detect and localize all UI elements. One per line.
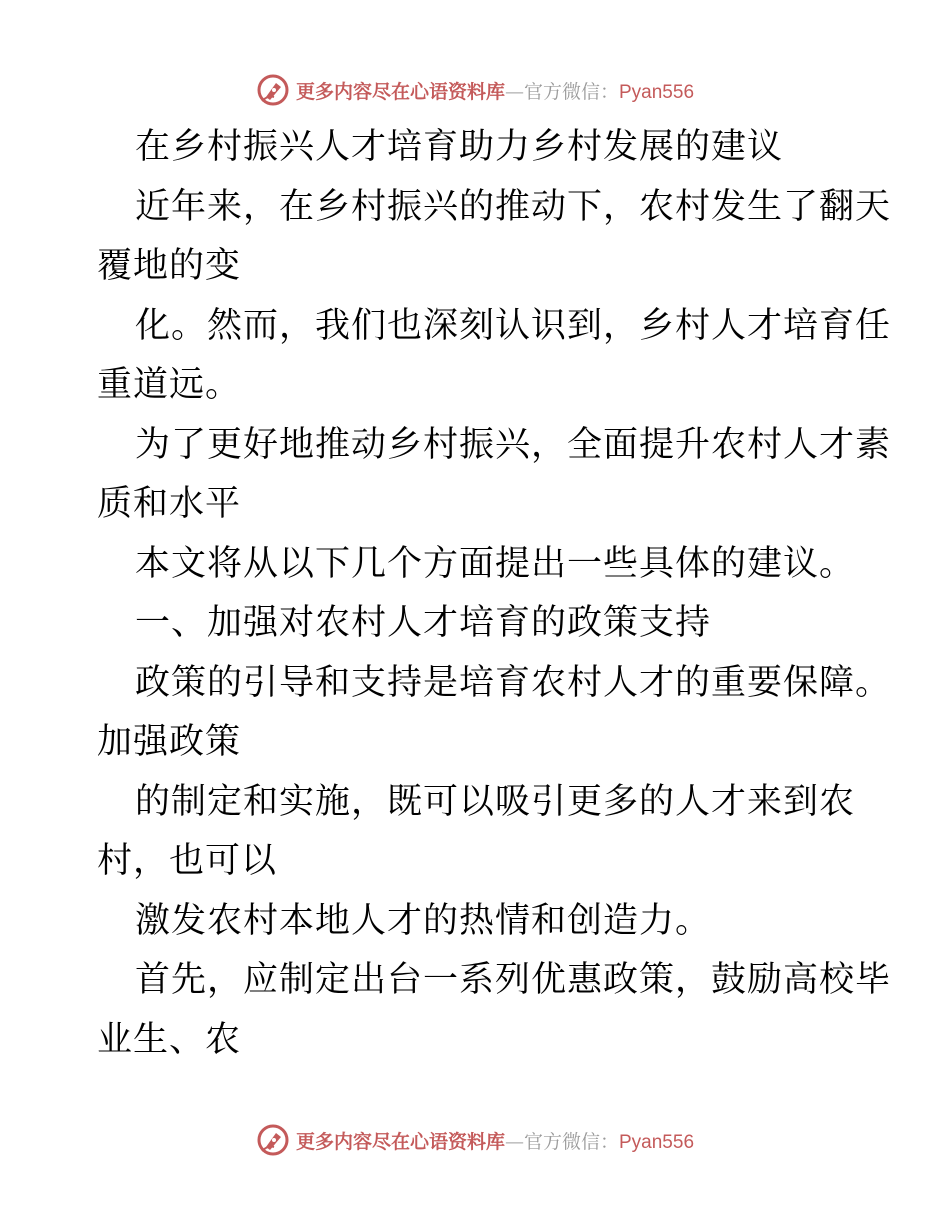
header-banner-content	[256, 73, 694, 107]
document-body	[97, 118, 892, 1070]
paragraph-line: 政策的引导和支持是培育农村人才的重要保障。	[135, 662, 892, 703]
paragraph-line: 村，也可以	[97, 841, 278, 881]
footer-banner-content	[256, 1123, 694, 1157]
header-banner-main: 更多内容尽在心语资料库	[295, 80, 505, 103]
pen-nib-logo-icon	[256, 73, 290, 107]
paragraph-line: 激发农村本地人才的热情和创造力。	[135, 900, 712, 941]
footer-banner-wechat: 官方微信：	[523, 1130, 619, 1153]
header-banner-dash: —	[504, 80, 524, 103]
footer-banner-text	[296, 1127, 694, 1154]
header-banner-account: Pyan556	[619, 81, 695, 103]
header-banner	[0, 70, 950, 110]
footer-banner-dash: —	[504, 1130, 524, 1153]
section-heading: 一、加强对农村人才培育的政策支持	[135, 603, 712, 643]
paragraph-line: 近年来，在乡村振兴的推动下，农村发生了翻天	[135, 186, 892, 227]
paragraph-line: 本文将从以下几个方面提出一些具体的建议。	[135, 543, 856, 584]
paragraph-line: 重道远。	[97, 365, 242, 405]
paragraph-line: 的制定和实施，既可以吸引更多的人才来到农	[135, 781, 856, 822]
pen-nib-logo-icon	[256, 1123, 290, 1157]
paragraph-line: 加强政策	[97, 722, 242, 762]
footer-banner-account: Pyan556	[619, 1131, 695, 1153]
paragraph-line: 质和水平	[97, 484, 242, 524]
header-banner-wechat: 官方微信：	[523, 80, 619, 103]
paragraph-line: 化。然而，我们也深刻认识到，乡村人才培育任	[135, 305, 892, 346]
footer-banner	[0, 1120, 950, 1160]
document-title: 在乡村振兴人才培育助力乡村发展的建议	[135, 127, 784, 167]
paragraph-line: 业生、农	[97, 1019, 242, 1060]
footer-banner-main: 更多内容尽在心语资料库	[295, 1130, 505, 1153]
paragraph-line: 首先，应制定出台一系列优惠政策，鼓励高校毕	[135, 960, 892, 1000]
paragraph-line: 为了更好地推动乡村振兴，全面提升农村人才素	[135, 424, 892, 465]
header-banner-text	[296, 77, 694, 104]
paragraph-line: 覆地的变	[97, 246, 242, 286]
